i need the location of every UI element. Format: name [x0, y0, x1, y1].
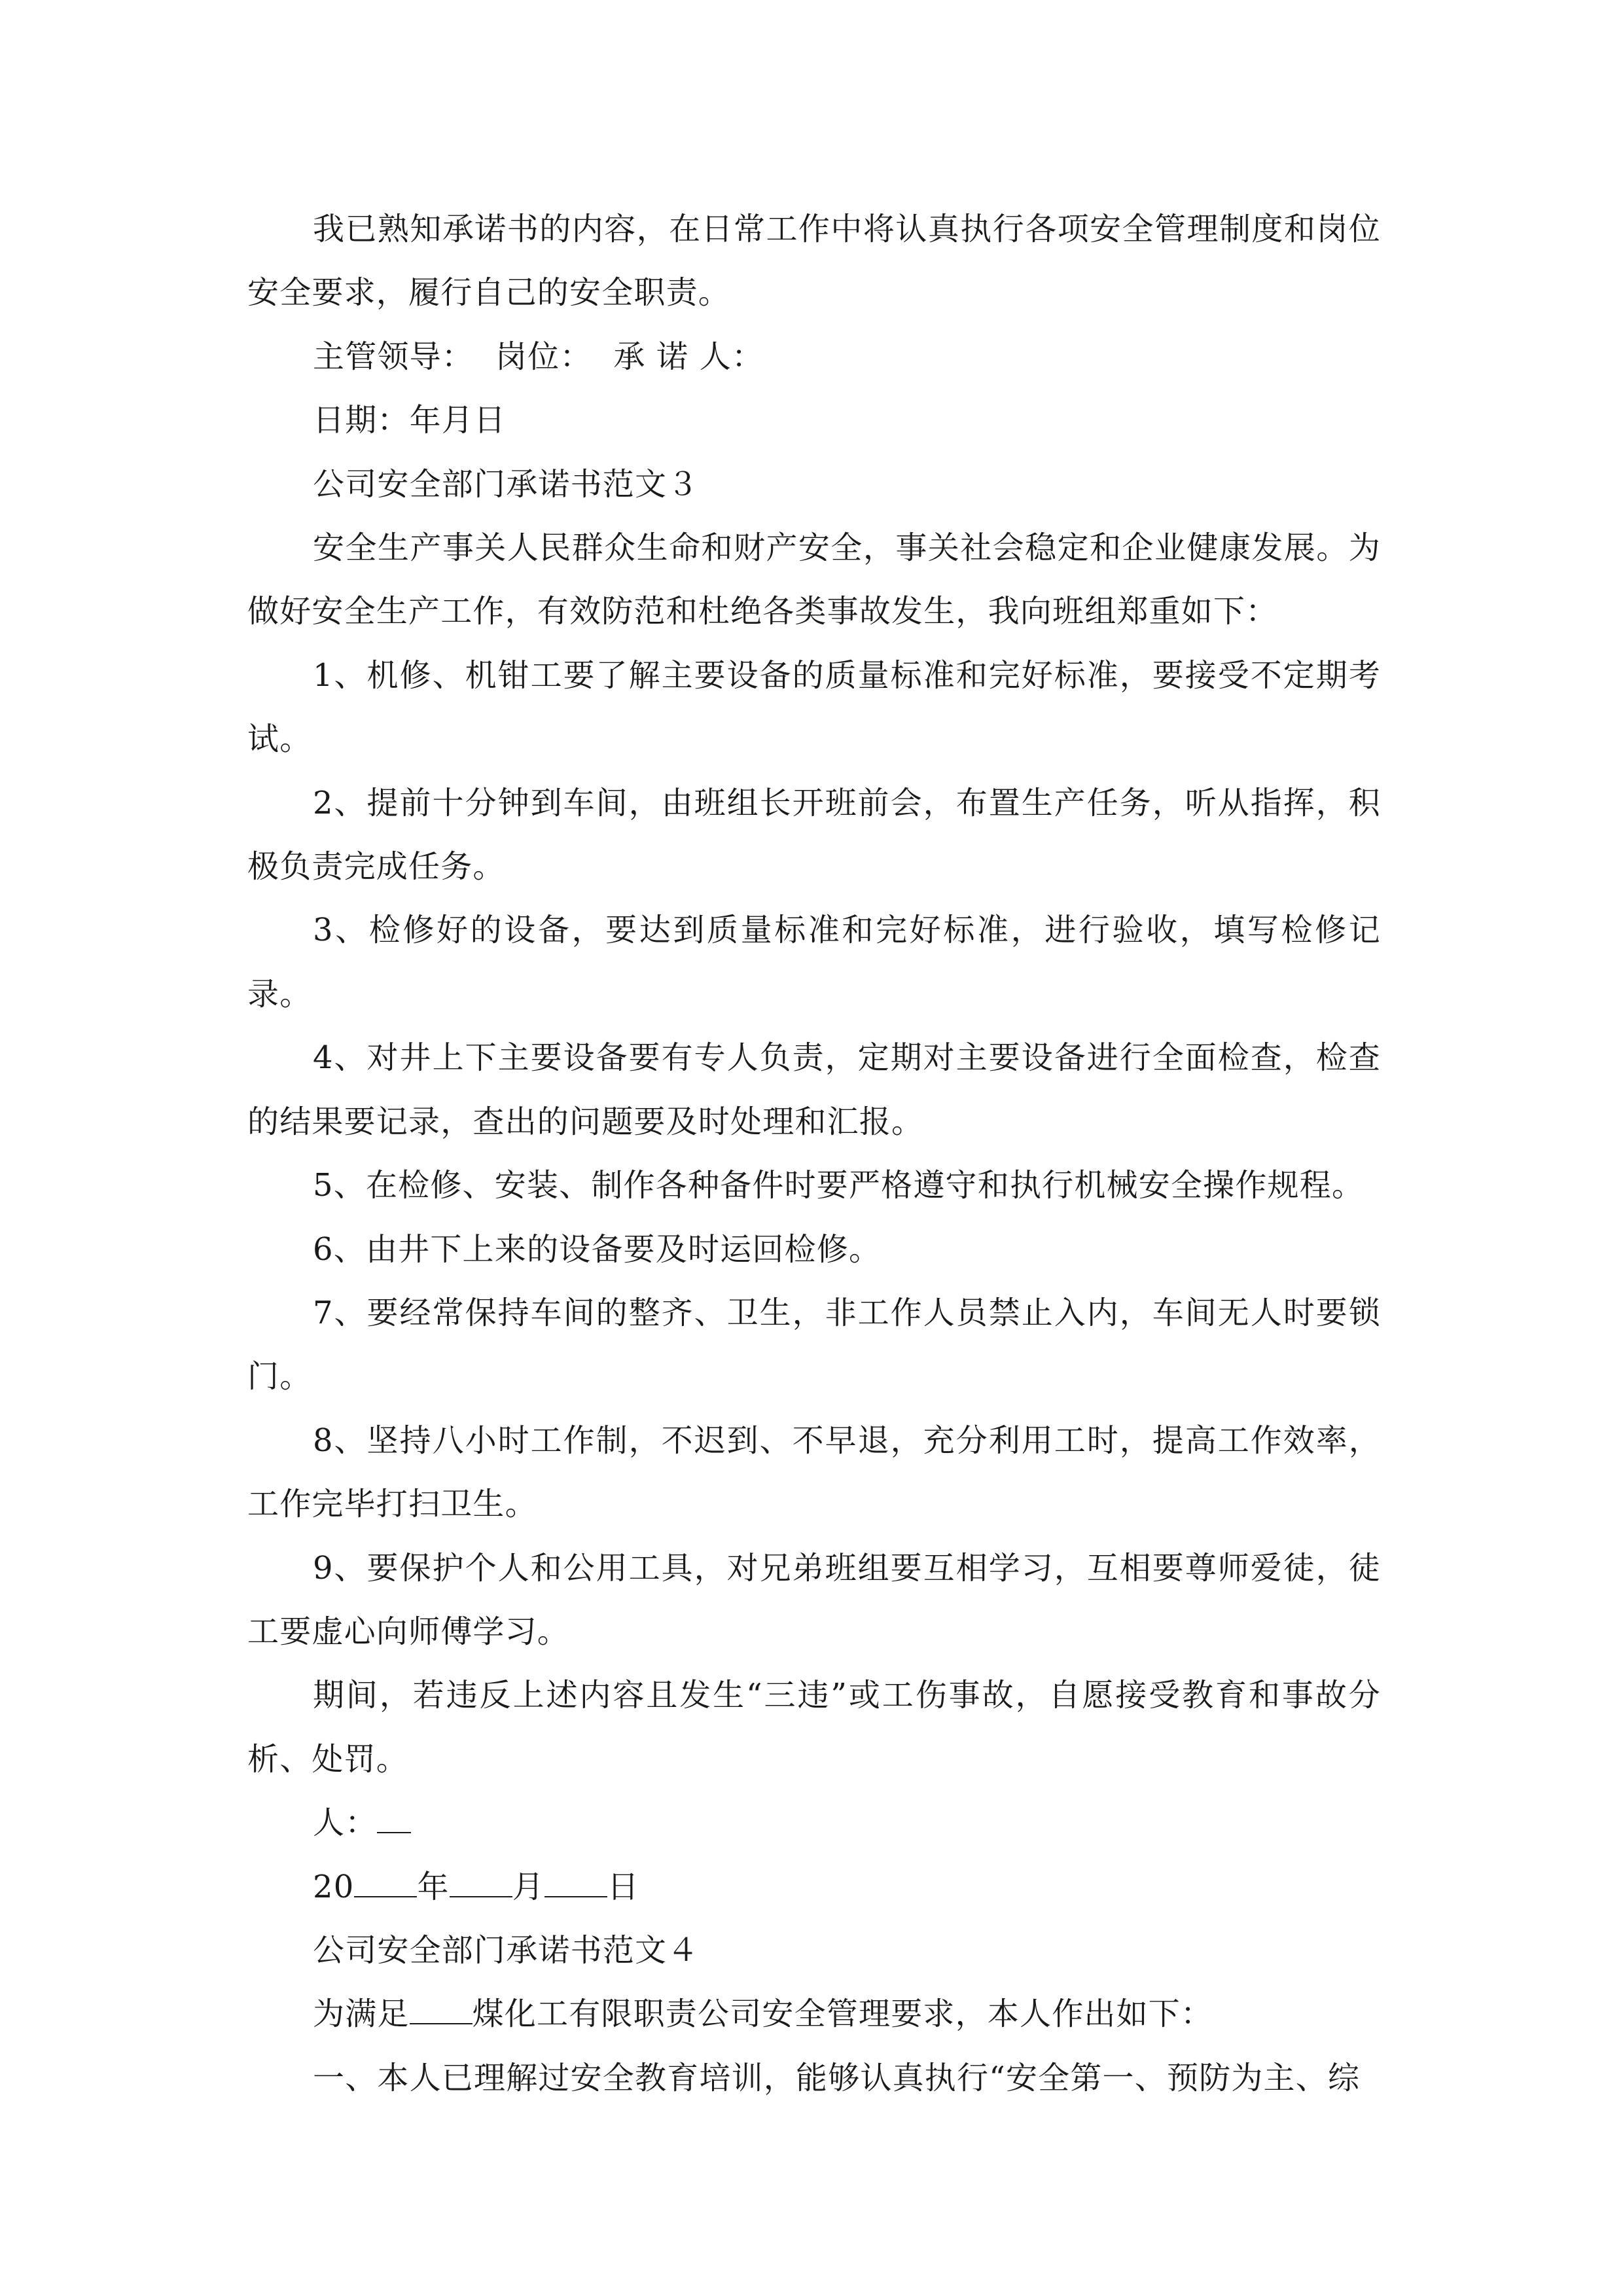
list-item-9: 9、要保护个人和公用工具，对兄弟班组要互相学习，互相要尊师爱徒，徒工要虚心向师傅学习。 — [247, 1549, 1381, 1650]
document-body — [247, 198, 1381, 2110]
list-item-5: 5、在检修、安装、制作各种备件时要严格遵守和执行机械安全操作规程。 — [313, 1167, 1364, 1204]
signature-fields-line: 主管领导： 岗位： 承 诺 人： — [313, 338, 764, 375]
list-item-1: 1、机修、机钳工要了解主要设备的质量标准和完好标准，要接受不定期考试。 — [247, 656, 1381, 758]
paragraph-intro-4 — [247, 1982, 1381, 2046]
date-year-label: 年 — [417, 1868, 450, 1905]
list-item-3: 3、检修好的设备，要达到质量标准和完好标准，进行验收，填写检修记录。 — [247, 912, 1381, 1013]
paragraph-acknowledgement: 我已熟知承诺书的内容，在日常工作中将认真执行各项安全管理制度和岗位安全要求，履行自己的安全职责。 — [247, 211, 1381, 312]
section-title-4: 公司安全部门承诺书范文４ — [313, 1931, 700, 1969]
section-title-3: 公司安全部门承诺书范文３ — [313, 465, 700, 503]
date-month-label: 月 — [512, 1868, 544, 1905]
list-item-4: 4、对井上下主要设备要有专人负责，定期对主要设备进行全面检查，检查的结果要记录，查出的问题要及时处理和汇报。 — [247, 1039, 1381, 1140]
signer-line — [247, 1791, 1381, 1855]
intro-prefix: 为满足 — [313, 1996, 410, 2033]
date-line: 日期：年月日 — [313, 402, 507, 439]
date-day-label: 日 — [607, 1868, 640, 1905]
company-name-blank — [410, 1997, 473, 2024]
paragraph-intro-3: 安全生产事关人民群众生命和财产安全，事关社会稳定和企业健康发展。为做好安全生产工作，有效防范和杜绝各类事故发生，我向班组郑重如下： — [247, 529, 1381, 630]
intro-suffix: 煤化工有限职责公司安全管理要求，本人作出如下： — [472, 1996, 1213, 2033]
signer-label: 人： — [313, 1804, 378, 1842]
list-item-8: 8、坚持八小时工作制，不迟到、不早退，充分利用工时，提高工作效率，工作完毕打扫卫生。 — [247, 1422, 1381, 1523]
date-year-prefix: 20 — [313, 1868, 355, 1905]
list-item-7: 7、要经常保持车间的整齐、卫生，非工作人员禁止入内，车间无人时要锁门。 — [247, 1294, 1381, 1395]
year-blank — [354, 1870, 417, 1897]
month-blank — [450, 1870, 512, 1897]
list-item-6: 6、由井下上来的设备要及时运回检修。 — [313, 1230, 882, 1268]
date-fill-line — [247, 1856, 1381, 1919]
section4-item-1: 一、本人已理解过安全教育培训，能够认真执行“安全第一、预防为主、综 — [313, 2059, 1361, 2096]
list-item-2: 2、提前十分钟到车间，由班组长开班前会，布置生产任务，听从指挥，积极负责完成任务。 — [247, 784, 1381, 886]
day-blank — [544, 1870, 607, 1897]
paragraph-violation-clause: 期间，若违反上述内容且发生“三违”或工伤事故，自愿接受教育和事故分析、处罚。 — [247, 1677, 1381, 1778]
signer-blank — [377, 1806, 411, 1833]
